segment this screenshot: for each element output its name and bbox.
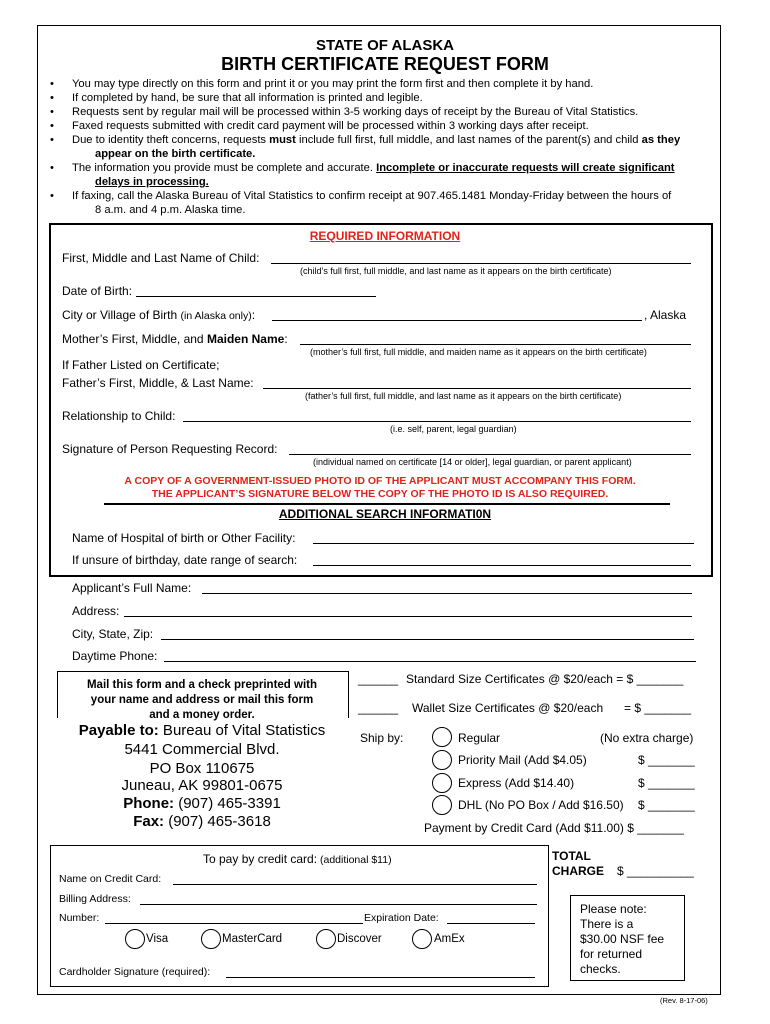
instruction-item: • If completed by hand, be sure that all information is printed and legible. [50,91,700,105]
wallet-certificates: Wallet Size Certificates @ $20/each [412,701,604,715]
payable-to: Payable to: Bureau of Vital Statistics [78,722,326,739]
instruction-item: • If faxing, call the Alaska Bureau of Vital Statistics to confirm receipt at 907.465.1481 Monday-Friday between the hours of 8 a.m. and 4 p.m. Alaska time. [50,189,700,217]
mail-phone: Phone: (907) 465-3391 [123,795,281,812]
billing-address-field[interactable] [140,904,537,905]
photo-id-warning: A COPY OF A GOVERNMENT-ISSUED PHOTO ID OF THE APPLICANT MUST ACCOMPANY THIS FORM. [124,475,636,487]
revision-date: (Rev. 8-17-06) [660,996,708,1005]
instruction-item: • The information you provide must be complete and accurate. Incomplete or inaccurate requests will create significant delays in processing. [50,161,700,189]
mail-instructions: Mail this form and a check preprinted with your name and address or mail this form and a money order. [86,679,318,721]
city-of-birth-field[interactable] [272,320,642,321]
credit-card-title: To pay by credit card: (additional $11) [203,852,392,866]
additional-search-title: ADDITIONAL SEARCH INFORMATI0N [278,507,492,521]
hospital-label: Name of Hospital of birth or Other Facility: [72,531,296,545]
ship-by-label: Ship by: [360,731,404,745]
city-of-birth-label: City or Village of Birth (in Alaska only): [62,308,256,322]
dhl-amount[interactable]: $ _______ [638,798,695,812]
required-info-title: REQUIRED INFORMATION [309,229,461,243]
daytime-phone-label: Daytime Phone: [72,649,158,663]
card-number-field[interactable] [105,923,363,924]
city-state-zip-label: City, State, Zip: [72,627,154,641]
total-label: TOTAL [552,849,591,863]
date-range-field[interactable] [313,565,691,566]
address-label: Address: [72,604,120,618]
regular-radio[interactable] [432,727,452,747]
name-on-card-field[interactable] [173,884,537,885]
wallet-qty-field[interactable]: ______ [358,701,399,715]
child-name-hint: (child’s full first, full middle, and last name as it appears on the birth certificate) [300,266,612,276]
discover-label: Discover [337,933,382,945]
child-name-label: First, Middle and Last Name of Child: [62,251,260,265]
form-title: BIRTH CERTIFICATE REQUEST FORM [221,54,549,74]
charge-label: CHARGE [552,864,605,878]
signature-field[interactable] [289,454,691,455]
father-label-line1: If Father Listed on Certificate; [62,358,220,372]
regular-label: Regular [458,731,501,745]
state-heading: STATE OF ALASKA [315,37,455,54]
instruction-item: • Requests sent by regular mail will be processed within 3-5 working days of receipt by the Bureau of Vital Statistics. [50,105,700,119]
father-name-field[interactable] [263,388,691,389]
card-number-label: Number: [59,912,100,924]
name-on-card-label: Name on Credit Card: [59,873,162,885]
credit-card-fee: Payment by Credit Card (Add $11.00) $ _______ [424,821,684,835]
mail-fax: Fax: (907) 465-3618 [133,813,271,830]
discover-radio[interactable] [316,929,336,949]
date-range-label: If unsure of birthday, date range of search: [72,553,298,567]
priority-label: Priority Mail (Add $4.05) [458,753,587,767]
father-name-label: Father’s First, Middle, & Last Name: [62,376,254,390]
cardholder-signature-label: Cardholder Signature (required): [59,966,211,978]
dob-field[interactable] [136,296,376,297]
instruction-item: • You may type directly on this form and print it or you may print the form first and then complete it by hand. [50,77,700,91]
express-label: Express (Add $14.40) [458,776,575,790]
expiration-label: Expiration Date: [364,912,439,924]
dhl-radio[interactable] [432,795,452,815]
mail-street: 5441 Commercial Blvd. [124,741,280,758]
daytime-phone-field[interactable] [164,661,696,662]
hospital-field[interactable] [313,543,694,544]
express-radio[interactable] [432,773,452,793]
mother-name-label: Mother’s First, Middle, and Maiden Name: [62,332,288,346]
signature-hint: (individual named on certificate [14 or older], legal guardian, or parent applicant) [313,457,632,467]
visa-radio[interactable] [125,929,145,949]
priority-radio[interactable] [432,750,452,770]
mother-name-hint: (mother’s full first, full middle, and maiden name as it appears on the birth certificate) [310,347,647,357]
mastercard-label: MasterCard [222,933,283,945]
address-field[interactable] [124,616,692,617]
applicant-name-field[interactable] [202,593,692,594]
mastercard-radio[interactable] [201,929,221,949]
instruction-item: • Faxed requests submitted with credit card payment will be processed within 3 working days after receipt. [50,119,700,133]
mail-pobox: PO Box 110675 [149,760,255,777]
total-charge-field[interactable]: $ __________ [617,864,694,878]
dhl-label: DHL (No PO Box / Add $16.50) [458,798,624,812]
divider [104,503,670,505]
child-name-field[interactable] [271,263,691,264]
standard-certificates: Standard Size Certificates @ $20/each = $ _______ [406,672,684,686]
express-amount[interactable]: $ _______ [638,776,695,790]
instructions-list [50,77,700,217]
wallet-amount[interactable]: = $ _______ [624,701,692,715]
alaska-suffix: , Alaska [644,308,687,322]
mother-name-field[interactable] [300,344,691,345]
amex-radio[interactable] [412,929,432,949]
standard-qty-field[interactable]: ______ [358,672,399,686]
visa-label: Visa [146,933,169,945]
signature-label: Signature of Person Requesting Record: [62,442,278,456]
mail-city: Juneau, AK 99801-0675 [121,777,283,794]
dob-label: Date of Birth: [62,284,133,298]
relationship-hint: (i.e. self, parent, legal guardian) [390,424,517,434]
photo-id-warning-2: THE APPLICANT’S SIGNATURE BELOW THE COPY OF THE PHOTO ID IS ALSO REQUIRED. [151,488,609,500]
applicant-name-label: Applicant’s Full Name: [72,581,192,595]
priority-amount[interactable]: $ _______ [638,753,695,767]
billing-address-label: Billing Address: [59,893,131,905]
relationship-field[interactable] [183,421,691,422]
instruction-item: • Due to identity theft concerns, requests must include full first, full middle, and last names of the parent(s) and child as they appear on the birth certificate. [50,133,700,161]
cardholder-signature-field[interactable] [226,977,535,978]
father-name-hint: (father’s full first, full middle, and last name as it appears on the birth certificate) [305,391,622,401]
city-state-zip-field[interactable] [161,639,694,640]
regular-note: (No extra charge) [600,731,694,745]
amex-label: AmEx [434,933,465,945]
relationship-label: Relationship to Child: [62,409,176,423]
expiration-field[interactable] [447,923,535,924]
nsf-note: Please note: There is a $30.00 NSF fee for returned checks. [580,902,665,976]
